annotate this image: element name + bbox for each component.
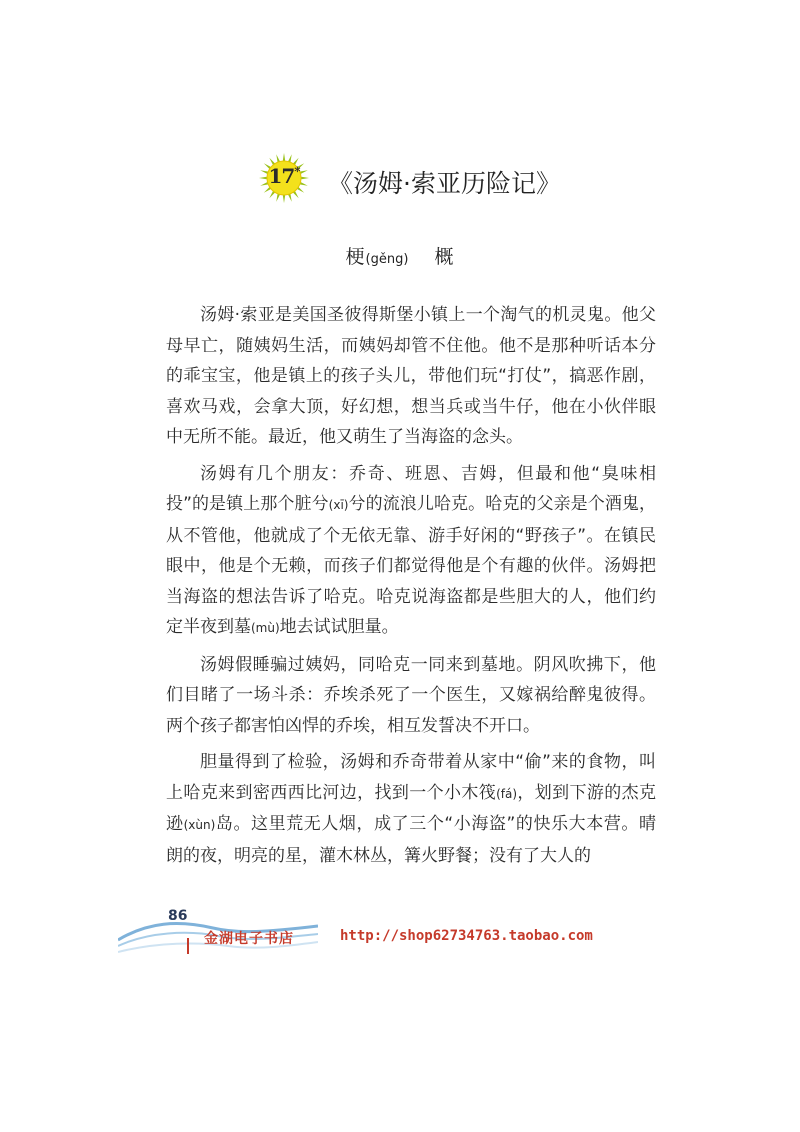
paragraph-text: 地去试试胆量。 xyxy=(279,617,399,637)
paragraph-text: 汤姆假睡骗过姨妈，同哈克一同来到墓地。阴风吹拂下，他们目睹了一场斗杀：乔埃杀死了一个医生，又嫁祸给醉鬼彼得。两个孩子都害怕凶悍的乔埃，相互发誓决不开口。 xyxy=(166,654,656,736)
pinyin-annotation: (mù) xyxy=(251,621,280,635)
subtitle-pinyin: (gěng) xyxy=(365,252,409,267)
sunburst-badge-icon xyxy=(258,152,310,204)
paragraph-text: 胆量得到了检验，汤姆和乔奇带着从家中“偷”来的食物，叫上哈克来到密西西比河边，找到一个小木筏 xyxy=(166,752,656,803)
lesson-number xyxy=(258,164,310,188)
lesson-title: 《汤姆·索亚历险记》 xyxy=(328,169,561,198)
paragraph-text: ，划到下游的杰克逊 xyxy=(166,782,657,834)
story-summary xyxy=(166,300,656,877)
subtitle-word-1: 梗 xyxy=(345,246,366,268)
lesson-number-value: 17 xyxy=(268,164,295,188)
lesson-header xyxy=(258,152,578,206)
pinyin-annotation: (xùn) xyxy=(183,818,216,832)
page-number: 86 xyxy=(168,908,188,924)
paragraph-text: 汤姆有几个朋友：乔奇、班恩、吉姆，但最和他“臭味相投”的是镇上那个脏兮 xyxy=(166,463,656,514)
paragraph-text: 汤姆·索亚是美国圣彼得斯堡小镇上一个淘气的机灵鬼。他父母早亡，随姨妈生活，而姨妈却管不住他。他不是那种听话本分的乖宝宝，他是镇上的孩子头儿，带他们玩“打仗”，搞恶作剧，喜欢马戏，会拿大顶，好幻想，想当兵或当牛仔，他在小伙伴眼中无所不能。最近，他又萌生了当海盗的念头。 xyxy=(166,305,656,447)
story-paragraph xyxy=(166,300,656,453)
story-paragraph xyxy=(166,747,656,871)
pinyin-annotation: (xī) xyxy=(328,498,349,512)
paragraph-text: 岛。这里荒无人烟，成了三个“小海盗”的快乐大本营。晴朗的夜，明亮的星，灌木林丛，篝火野餐；没有了大人的 xyxy=(166,814,657,866)
paragraph-text: 兮的流浪儿哈克。哈克的父亲是个酒鬼，从不管他，他就成了个无依无靠、游手好闲的“野孩子”。在镇民眼中，他是个无赖，而孩子们都觉得他是个有趣的伙伴。汤姆把当海盗的想法告诉了哈克。哈克说海盗都是些胆大的人，他们约定半夜到墓 xyxy=(166,494,656,637)
story-paragraph xyxy=(166,459,656,644)
lesson-asterisk: * xyxy=(294,164,300,179)
footer-shop-name: 金湖电子书店 xyxy=(204,931,294,947)
section-subtitle xyxy=(0,242,800,269)
subtitle-word-2: 概 xyxy=(434,246,455,268)
page-footer xyxy=(118,902,678,962)
story-paragraph xyxy=(166,650,656,742)
pinyin-annotation: (fá) xyxy=(496,786,518,801)
footer-url: http://shop62734763.taobao.com xyxy=(340,928,593,944)
